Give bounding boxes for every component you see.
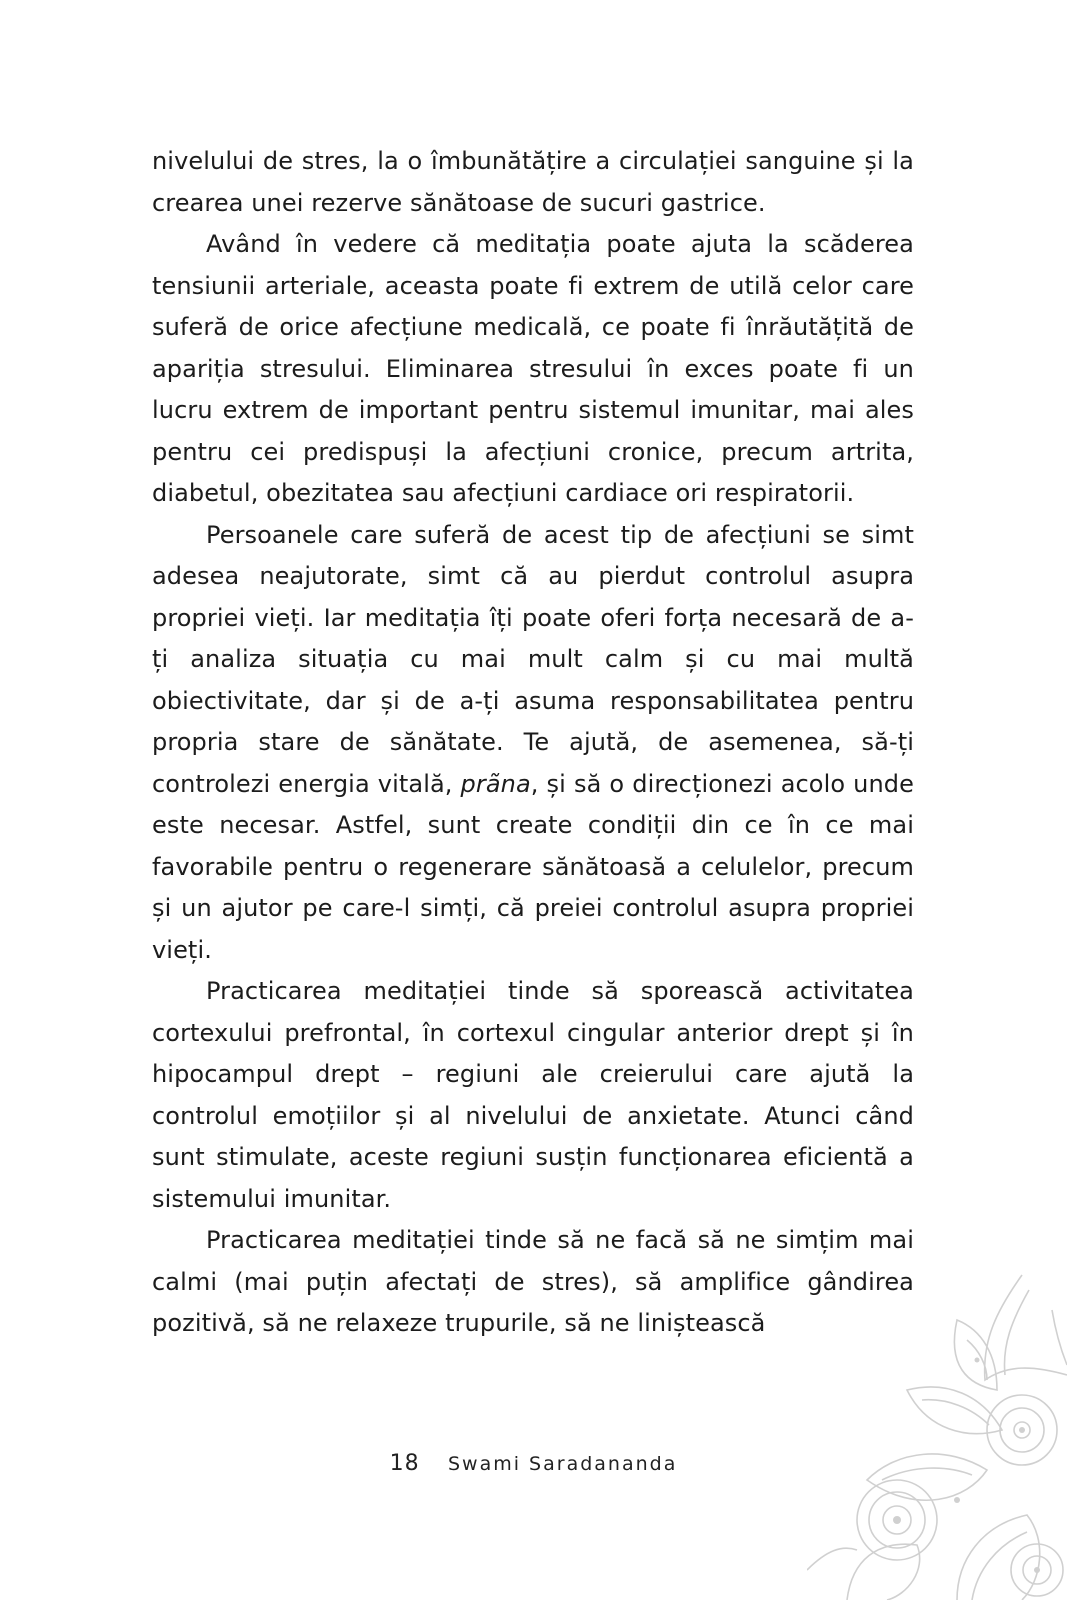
paragraph-text: Având în vedere că meditația poate ajuta la scăderea tensiunii arteriale, aceasta poate fi extrem de utilă celor care suferă de orice afecțiune medicală, ce poate fi înrăutățită de apariția stresului. Eliminarea stresului în exces poate fi un lucru extrem de important pentru sistemul imunitar, mai ales pentru cei predispuși la afecțiuni cronice, precum artrita, diabetul, obezitatea sau afecțiuni cardiace ori respiratorii. bbox=[152, 230, 914, 507]
paragraph-text: Practicarea meditației tinde să ne facă să ne simțim mai calmi (mai puțin afectați de stres), să amplifice gândirea pozitivă, să ne relaxeze trupurile, să ne liniștească bbox=[152, 1226, 914, 1337]
paragraph-text: Practicarea meditației tinde să sporească activitatea cortexului prefrontal, în cortexul cingular anterior drept și în hipocampul drept – regiuni ale creierului care ajută la controlul emoțiilor și al nivelului de anxietate. Atunci când sunt stimulate, aceste regiuni susțin funcționarea eficientă a sistemului imunitar. bbox=[152, 977, 914, 1213]
italic-term: prãna bbox=[460, 769, 531, 798]
paragraph-text: Persoanele care suferă de acest tip de afecțiuni se simt adesea neajutorate, simt că au pierdut controlul asupra propriei vieți. Iar meditația îți poate oferi forța necesară de a-ți analiza situația cu mai mult calm și cu mai multă obiectivitate, dar și de a-ți asuma responsabilitatea pentru propria stare de sănătate. Te ajută, de asemenea, să-ți controlezi energia vitală, bbox=[152, 520, 914, 798]
mandala-ornament-icon bbox=[807, 1270, 1067, 1600]
paragraph bbox=[152, 141, 914, 224]
paragraph bbox=[152, 224, 914, 515]
paragraph-text: nivelului de stres, la o îmbunătățire a circulației sanguine și la crearea unei rezerve sănătoase de sucuri gastrice. bbox=[152, 147, 914, 217]
page-number: 18 bbox=[389, 1451, 420, 1476]
paragraph bbox=[152, 971, 914, 1220]
paragraph-text: , și să o direcționezi acolo unde este necesar. Astfel, sunt create condiții din ce în ce mai favorabile pentru o regenerare sănătoasă a celulelor, precum și un ajutor pe care-l simți, că preiei controlul asupra propriei vieți. bbox=[152, 769, 914, 964]
paragraph bbox=[152, 515, 914, 972]
paragraph bbox=[152, 1220, 914, 1345]
running-footer-author: Swami Saradananda bbox=[447, 1453, 678, 1475]
body-text bbox=[152, 141, 914, 1345]
